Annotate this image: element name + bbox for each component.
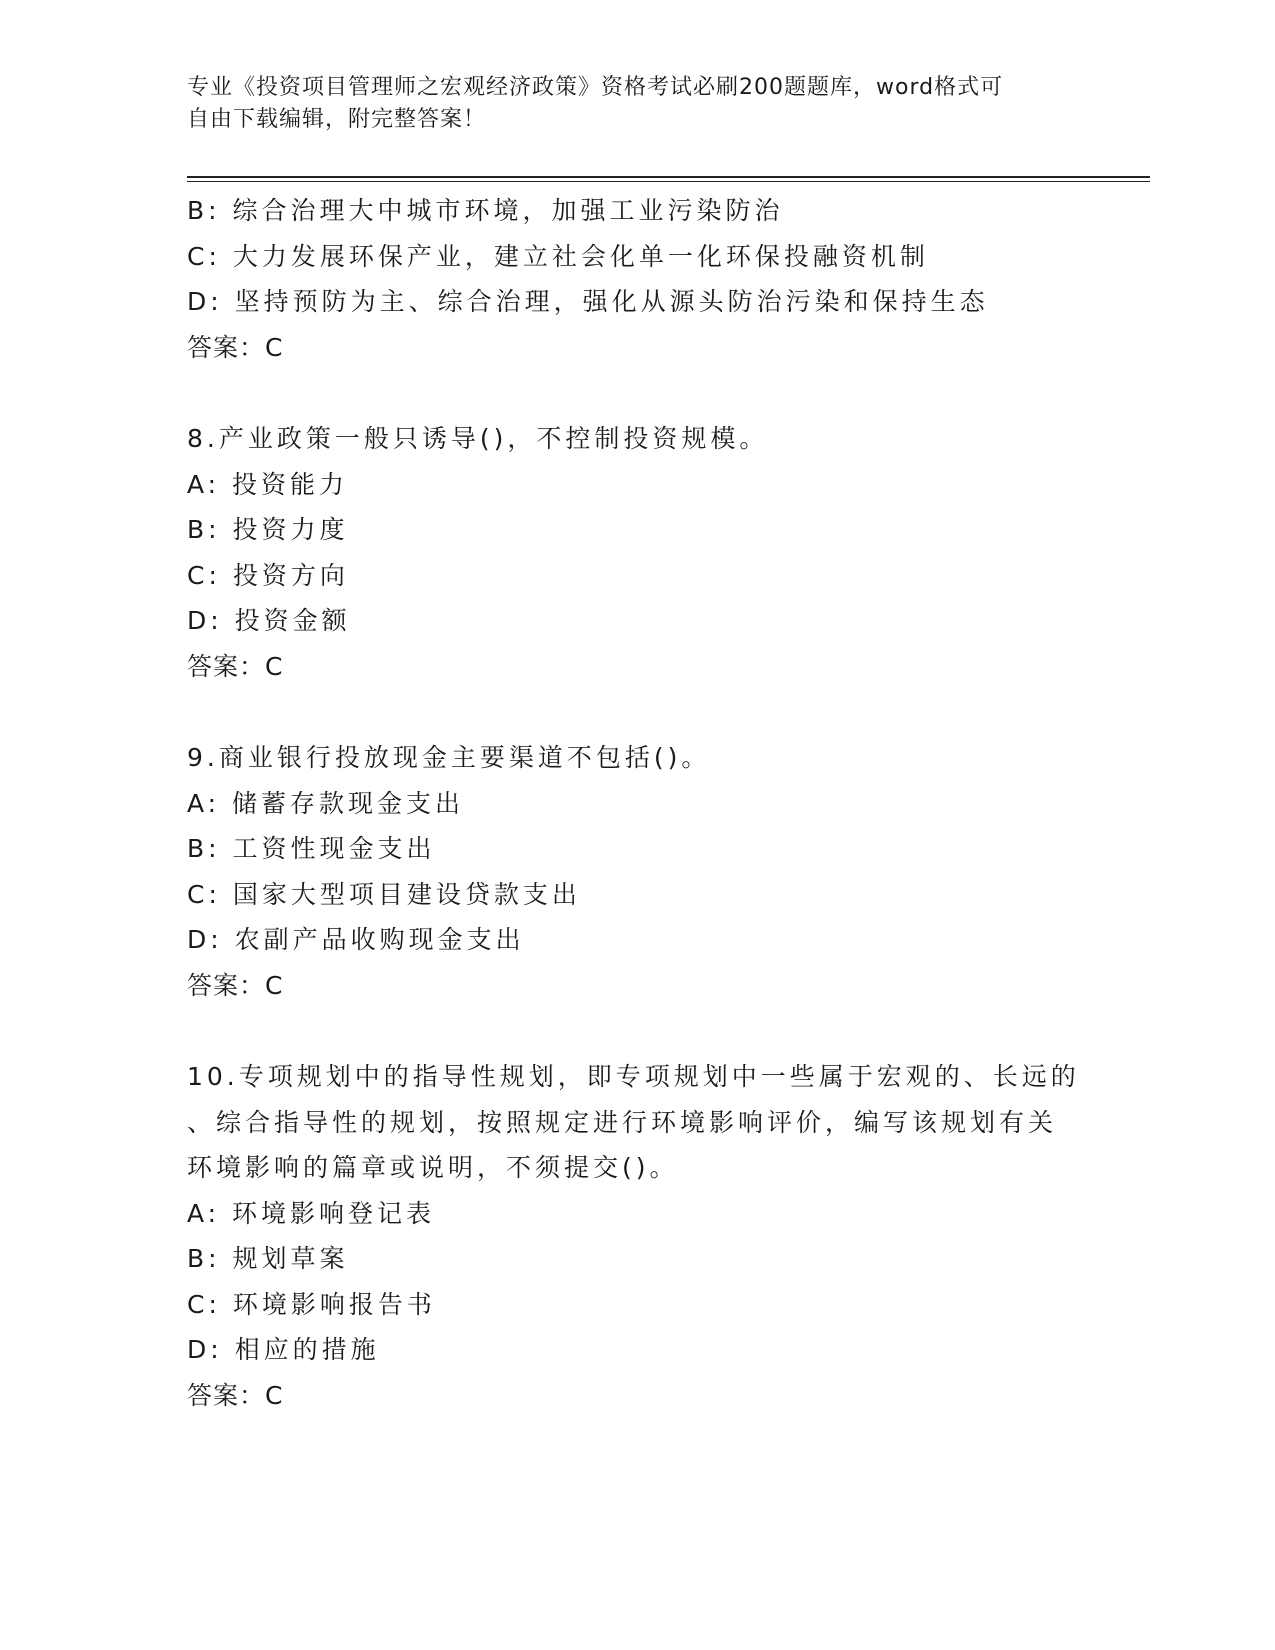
option-b: B: 综合治理大中城市环境，加强工业污染防治 xyxy=(187,196,784,225)
option-c: C: 国家大型项目建设贷款支出 xyxy=(187,879,581,909)
question-8 xyxy=(187,416,1087,689)
option-b: B: 规划草案 xyxy=(187,1244,349,1273)
document-body xyxy=(187,188,1087,1418)
spacer xyxy=(187,689,1087,735)
document-header xyxy=(187,72,1067,136)
spacer xyxy=(187,370,1087,416)
question-stem-line-1: 10.专项规划中的指导性规划，即专项规划中一些属于宏观的、长远的 xyxy=(187,1062,1080,1091)
option-d: D: 相应的措施 xyxy=(187,1335,380,1364)
option-d: D: 投资金额 xyxy=(187,606,351,635)
option-a: A: 投资能力 xyxy=(187,469,349,499)
option-c: C: 投资方向 xyxy=(187,560,349,590)
question-9 xyxy=(187,735,1087,1008)
answer: 答案：C xyxy=(187,332,284,362)
question-stem-line-3: 环境影响的篇章或说明，不须提交()。 xyxy=(187,1153,679,1182)
header-line-1: 专业《投资项目管理师之宏观经济政策》资格考试必刷200题题库，word格式可 xyxy=(187,75,1004,100)
spacer xyxy=(187,1008,1087,1054)
question-7 xyxy=(187,188,1087,370)
option-a: A: 环境影响登记表 xyxy=(187,1198,436,1228)
option-b: B: 投资力度 xyxy=(187,515,349,544)
question-10 xyxy=(187,1054,1087,1418)
option-d: D: 坚持预防为主、综合治理，强化从源头防治污染和保持生态 xyxy=(187,287,989,316)
option-b: B: 工资性现金支出 xyxy=(187,834,436,863)
option-a: A: 储蓄存款现金支出 xyxy=(187,788,465,818)
option-c: C: 环境影响报告书 xyxy=(187,1289,436,1319)
header-rule-thin xyxy=(187,181,1150,182)
answer: 答案：C xyxy=(187,1380,284,1410)
option-c: C: 大力发展环保产业，建立社会化单一化环保投融资机制 xyxy=(187,241,929,271)
answer: 答案：C xyxy=(187,970,284,1000)
question-stem: 8.产业政策一般只诱导()，不控制投资规模。 xyxy=(187,424,769,453)
question-stem-line-2: 、综合指导性的规划，按照规定进行环境影响评价，编写该规划有关 xyxy=(187,1107,1058,1137)
answer: 答案：C xyxy=(187,651,284,681)
option-d: D: 农副产品收购现金支出 xyxy=(187,925,525,954)
header-line-2: 自由下载编辑，附完整答案！ xyxy=(187,107,487,132)
question-stem: 9.商业银行投放现金主要渠道不包括()。 xyxy=(187,743,711,772)
header-rule-thick xyxy=(187,176,1150,178)
